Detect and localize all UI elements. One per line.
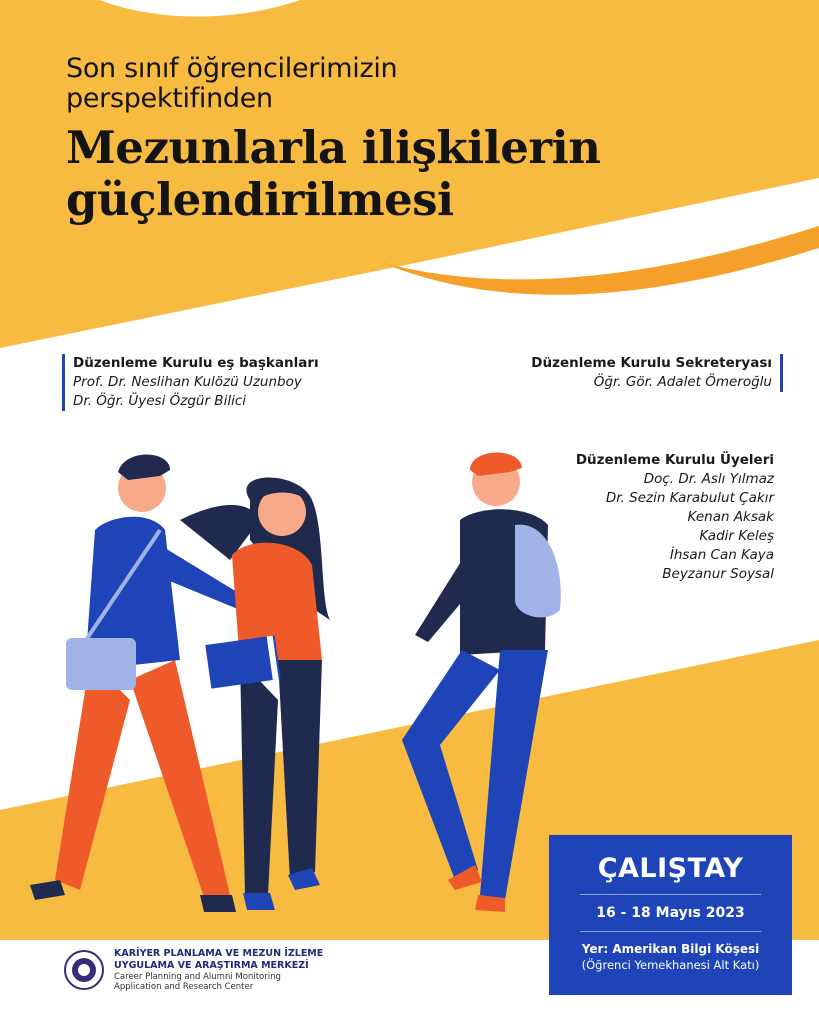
secretariat-name: Öğr. Gör. Adalet Ömeroğlu bbox=[593, 374, 772, 390]
logo-line1: KARİYER PLANLAMA VE MEZUN İZLEME bbox=[114, 948, 324, 959]
event-box bbox=[549, 835, 792, 995]
co-chairs-block bbox=[62, 354, 319, 411]
title-line1: Mezunlarla ilişkilerin bbox=[66, 121, 601, 174]
title-line2: güçlendirilmesi bbox=[66, 173, 454, 226]
member-name: Kenan Aksak bbox=[687, 509, 774, 525]
member-name: Kadir Keleş bbox=[699, 528, 774, 544]
event-divider bbox=[580, 894, 761, 895]
logo-line3: Career Planning and Alumni Monitoring bbox=[114, 972, 281, 982]
co-chair-name: Prof. Dr. Neslihan Kulözü Uzunboy bbox=[73, 374, 302, 390]
member-name: Doç. Dr. Aslı Yılmaz bbox=[643, 471, 774, 487]
headline bbox=[66, 54, 786, 226]
event-place-detail: (Öğrenci Yemekhanesi Alt Katı) bbox=[581, 958, 760, 972]
logo-line4: Application and Research Center bbox=[114, 982, 254, 992]
member-name: İhsan Can Kaya bbox=[669, 547, 774, 563]
member-name: Beyzanur Soysal bbox=[662, 566, 774, 582]
members-block bbox=[576, 451, 774, 584]
title bbox=[66, 122, 786, 226]
subtitle-line1: Son sınıf öğrencilerimizin bbox=[66, 53, 398, 84]
secretariat-block bbox=[531, 354, 783, 392]
members-heading: Düzenleme Kurulu Üyeleri bbox=[575, 452, 774, 468]
member-name: Dr. Sezin Karabulut Çakır bbox=[605, 490, 774, 506]
event-place: Yer: Amerikan Bilgi Köşesi bbox=[581, 942, 760, 956]
co-chair-name: Dr. Öğr. Üyesi Özgür Bilici bbox=[73, 393, 246, 409]
center-logo bbox=[64, 948, 323, 992]
event-divider bbox=[580, 931, 761, 932]
co-chairs-heading: Düzenleme Kurulu eş başkanları bbox=[73, 355, 319, 371]
event-title: ÇALIŞTAY bbox=[597, 853, 744, 884]
event-date: 16 - 18 Mayıs 2023 bbox=[596, 905, 745, 921]
logo-line2: UYGULAMA VE ARAŞTIRMA MERKEZİ bbox=[114, 960, 309, 971]
subtitle-line2: perspektifinden bbox=[66, 83, 273, 114]
university-seal-icon bbox=[64, 950, 104, 990]
logo-text bbox=[114, 948, 323, 992]
secretariat-heading: Düzenleme Kurulu Sekreteryası bbox=[531, 355, 772, 371]
